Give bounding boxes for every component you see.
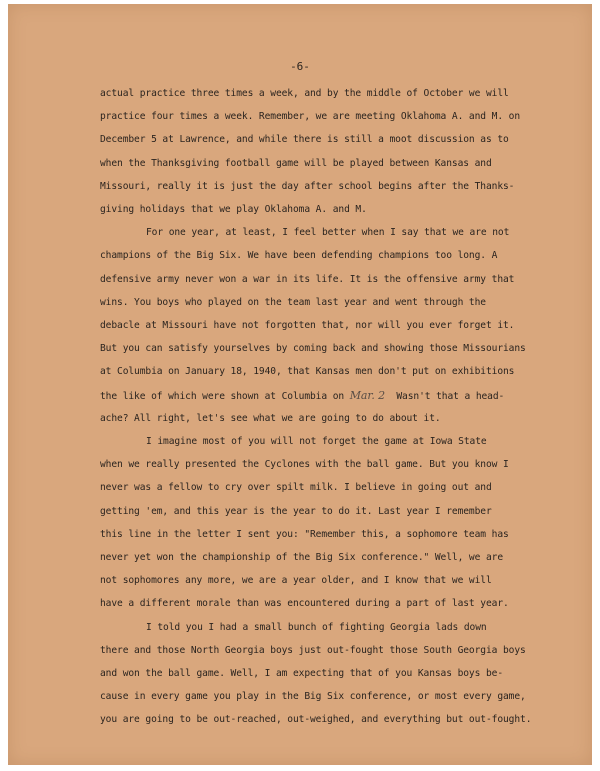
text-line: debacle at Missouri have not forgotten that, nor will you ever forget it. [100,320,515,331]
text-line: Missouri, really it is just the day after school begins after the Thanks- [100,180,515,192]
text-line: getting 'em, and this year is the year to do it. Last year I remember [100,505,492,517]
page-number: -6- [290,60,310,73]
text-line: But you can satisfy yourselves by coming back and showing those Missourians [100,343,526,355]
text-line: I told you I had a small bunch of fighting Georgia lads down [146,621,487,633]
text-line: this line in the letter I sent you: "Remember this, a sophomore team has [100,528,509,540]
text-line: never was a fellow to cry over spilt milk. I believe in going out and [100,482,492,494]
text-line: never yet won the championship of the Big Six conference." Well, we are [100,552,503,563]
text-line: defensive army never won a war in its life. It is the offensive army that [100,273,515,285]
text-line: there and those North Georgia boys just out-fought those South Georgia boys [100,644,526,656]
text-line [100,390,504,403]
text-line: and won the ball game. Well, I am expecting that of you Kansas boys be- [100,668,503,679]
text-line: at Columbia on January 18, 1940, that Kansas men don't put on exhibitions [100,366,515,378]
text-line: actual practice three times a week, and by the middle of October we will [100,88,509,99]
text-line: ache? All right, let's see what we are going to do about it. [100,412,441,424]
text-line: you are going to be out-reached, out-weighed, and everything but out-fought. [100,714,532,726]
text-line: For one year, at least, I feel better when I say that we are not [146,227,510,239]
text-line: champions of the Big Six. We have been defending champions too long. A [100,250,498,262]
text-line: giving holidays that we play Oklahoma A. and M. [100,204,367,215]
text-line: when the Thanksgiving football game will be played between Kansas and [100,157,492,169]
text-line: December 5 at Lawrence, and while there is still a moot discussion as to [100,134,509,146]
text-line: have a different morale than was encountered during a part of last year. [100,598,509,610]
text-line-start: the like of which were shown at Columbia on [100,390,350,402]
typewritten-page [8,4,592,765]
text-line: when we really presented the Cyclones with the ball game. But you know I [100,459,509,471]
text-line-end: Wasn't that a head- [385,390,505,402]
handwritten-date: Mar. 2 [349,388,386,402]
text-line: cause in every game you play in the Big Six conference, or most every game, [100,691,526,703]
text-line: I imagine most of you will not forget the game at Iowa State [146,436,487,447]
text-line: practice four times a week. Remember, we are meeting Oklahoma A. and M. on [100,111,521,123]
text-line: wins. You boys who played on the team last year and went through the [100,296,486,308]
text-line: not sophomores any more, we are a year older, and I know that we will [100,575,492,587]
